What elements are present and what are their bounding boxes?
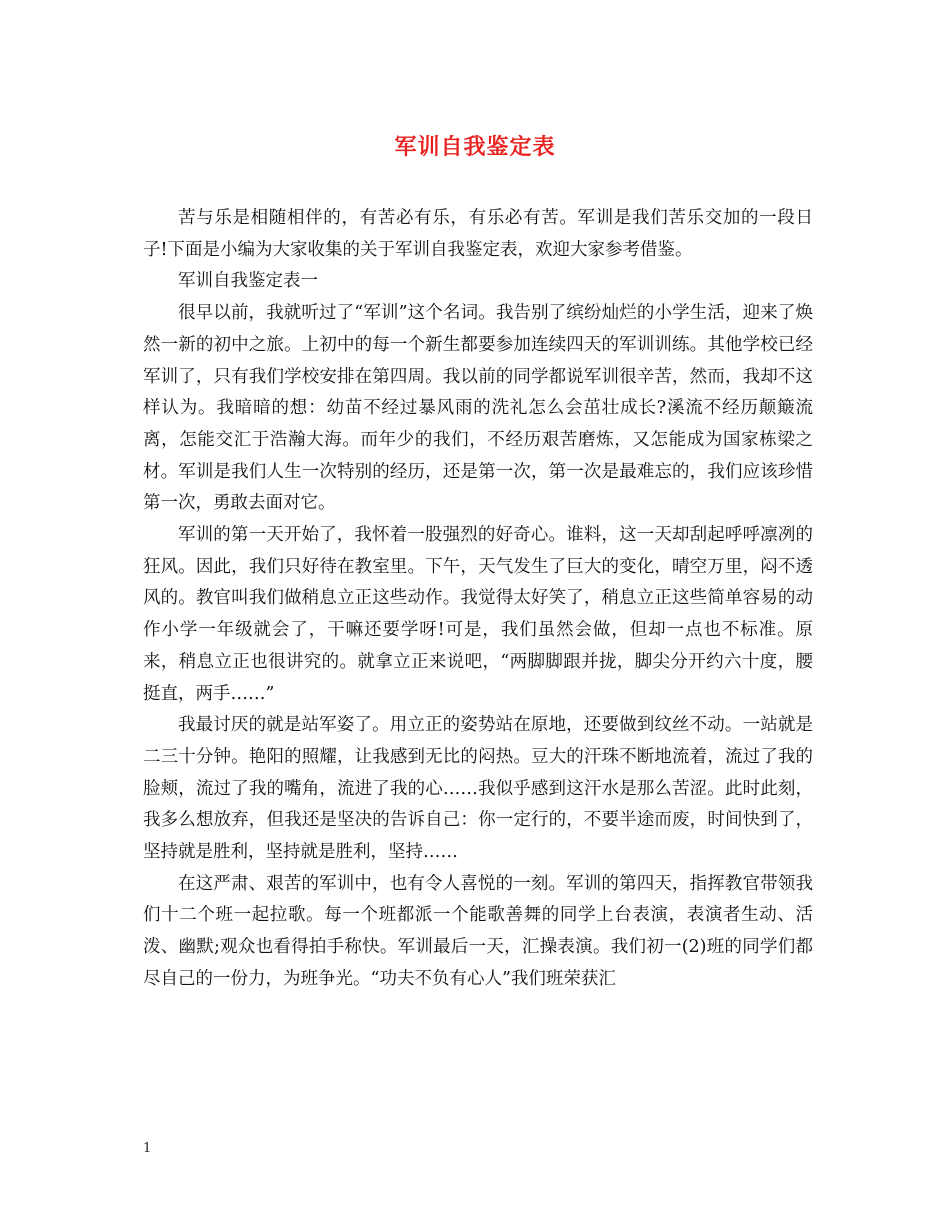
paragraph-2: 军训的第一天开始了，我怀着一股强烈的好奇心。谁料，这一天却刮起呼呼凛冽的狂风。因此，我们只好待在教室里。下午，天气发生了巨大的变化，晴空万里，闷不透风的。教官叫我们做稍息立正这些动作。我觉得太好笑了，稍息立正这些简单容易的动作小学一年级就会了，干嘛还要学呀!可是，我们虽然会做，但却一点也不标准。原来，稍息立正也很讲究的。就拿立正来说吧，“两脚脚跟并拢，脚尖分开约六十度，腰挺直，两手……” (143, 525, 813, 704)
paragraph-section-heading: 军训自我鉴定表一 (178, 271, 318, 292)
paragraph-4: 在这严肃、艰苦的军训中，也有令人喜悦的一刻。军训的第四天，指挥教官带领我们十二个班一起拉歌。每一个班都派一个能歌善舞的同学上台表演，表演者生动、活泼、幽默;观众也看得拍手称快。军训最后一天，汇操表演。我们初一(2)班的同学们都尽自己的一份力，为班争光。“功夫不负有心人”我们班荣获汇 (143, 873, 813, 989)
paragraph-3: 我最讨厌的就是站军姿了。用立正的姿势站在原地，还要做到纹丝不动。一站就是二三十分钟。艳阳的照耀，让我感到无比的闷热。豆大的汗珠不断地流着，流过了我的脸颊，流过了我的嘴角，流进了我的心……我似乎感到这汗水是那么苦涩。此时此刻，我多么想放弃，但我还是坚决的告诉自己：你一定行的，不要半途而废，时间快到了，坚持就是胜利，坚持就是胜利，坚持…… (143, 715, 813, 863)
document-title: 军训自我鉴定表 (394, 134, 556, 160)
page-number: 1 (143, 1141, 152, 1156)
paragraph-intro: 苦与乐是相随相伴的，有苦必有乐，有乐必有苦。军训是我们苦乐交加的一段日子!下面是小编为大家收集的关于军训自我鉴定表，欢迎大家参考借鉴。 (143, 208, 813, 260)
document-body (143, 203, 813, 996)
paragraph-1: 很早以前，我就听过了“军训”这个名词。我告别了缤纷灿烂的小学生活，迎来了焕然一新的初中之旅。上初中的每一个新生都要参加连续四天的军训训练。其他学校已经军训了，只有我们学校安排在第四周。我以前的同学都说军训很辛苦，然而，我却不这样认为。我暗暗的想：幼苗不经过暴风雨的洗礼怎么会茁壮成长?溪流不经历颠簸流离，怎能交汇于浩瀚大海。而年少的我们，不经历艰苦磨炼，又怎能成为国家栋梁之材。军训是我们人生一次特别的经历，还是第一次，第一次是最难忘的，我们应该珍惜第一次，勇敢去面对它。 (143, 303, 813, 514)
